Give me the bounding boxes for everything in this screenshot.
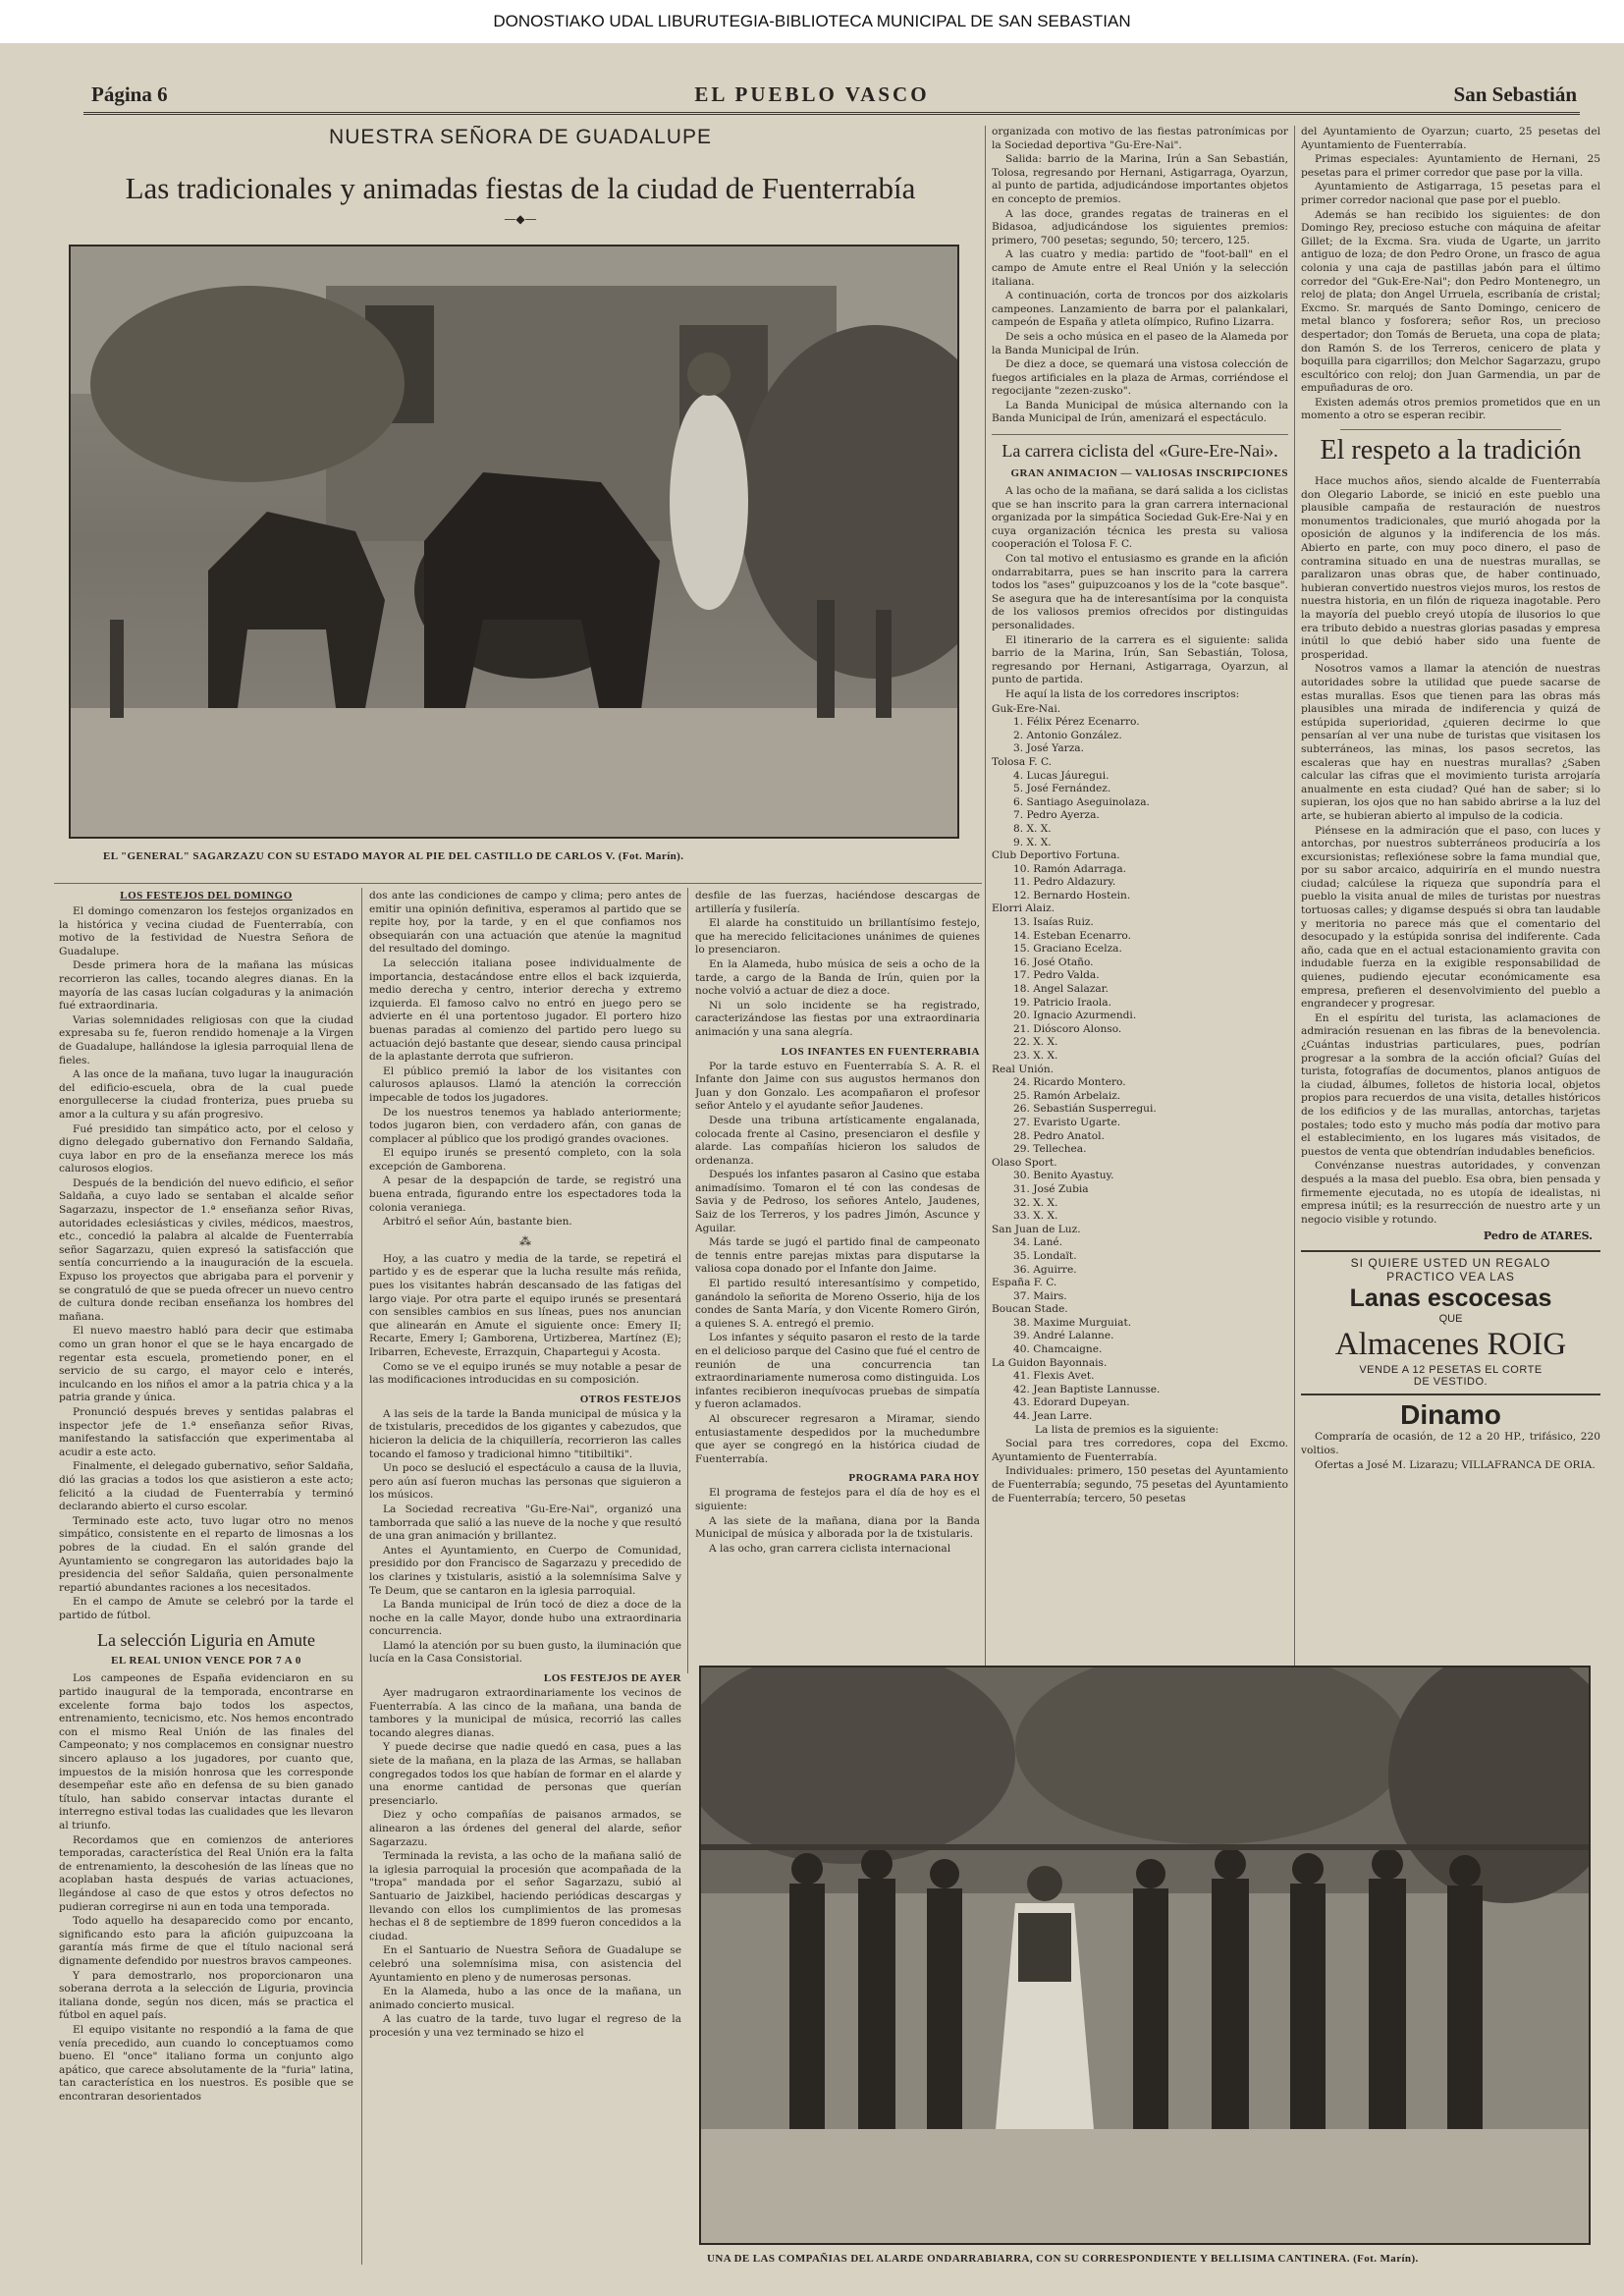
rider-entry: 8. X. X. bbox=[1013, 822, 1052, 835]
paragraph: Después los infantes pasaron al Casino que estaba animadísimo. Tomaron el té con las condesas de Savia y de Pedroso, los señores Antelo, Jaudenes, Saiz de los Terreros, y los padres Jimón, Ascunce y Aguilar. bbox=[695, 1169, 980, 1234]
rider-entry: 28. Pedro Anatol. bbox=[1013, 1129, 1105, 1142]
ad2-title: Dinamo bbox=[1400, 1399, 1501, 1431]
col5-heading-respeto: El respeto a la tradición bbox=[1320, 435, 1582, 466]
paragraph: Terminado este acto, tuvo lugar otro no menos simpático, consistente en el reparto de limosnas a los pobres de la ciudad. En el salón grande del Ayuntamiento se congregaron las autoridades bajo la presidencia del señor Saldaña, quien personalmente repartió abundantes raciones a los necesitados. bbox=[59, 1514, 353, 1594]
rider-entry: 36. Aguirre. bbox=[1013, 1263, 1077, 1276]
paragraph: Después de la bendición del nuevo edificio, el señor Saldaña, a cuyo lado se sentaban el alcalde señor Sagarzazu, inspector de 1.ª enseñanza señor Rivas, autoridades eclesiásticas y civiles, médicos, maestros, etc., concedió la palabra al alcalde de Fuenterrabía señor Sagarzazu, quien expresó la satisfacción que sentía concurriendo a la inauguración de la escuela. Expuso los proyectos que abrigaba para el porvenir y se congratuló de que se pueda ofrecer un nuevo centro de cultura donde reciban enseñanza los hombres del mañana. bbox=[59, 1176, 353, 1323]
rider-entry: 32. X. X. bbox=[1013, 1196, 1058, 1209]
column-rule bbox=[687, 888, 688, 1673]
paragraph: Y para demostrarlo, nos proporcionaron una soberana derrota a la selección de Liguria, provincia italiana donde, según nos dicen, más se practica el fútbol en aquel país. bbox=[59, 1969, 353, 2022]
paragraph: A continuación, corta de troncos por dos aizkolaris campeones. Lanzamiento de barra por el palankalari, campeón de España y atleta olímpico, Rufino Lizarra. bbox=[992, 290, 1288, 329]
rider-entry: 21. Dióscoro Alonso. bbox=[1013, 1022, 1122, 1035]
paragraph: A las doce, grandes regatas de traineras en el Bidasoa, adjudicándose los siguientes premios: primero, 700 pesetas; segundo, 50; tercero, 125. bbox=[992, 207, 1288, 246]
rider-entry: 41. Flexis Avet. bbox=[1013, 1370, 1095, 1383]
rider-entry: 15. Graciano Ecelza. bbox=[1013, 943, 1122, 956]
paragraph: Antes el Ayuntamiento, en Cuerpo de Comunidad, presidido por don Francisco de Sagarzazu y precedido de los clarines y txistularis, asistió a la solemnísima Salve y Te Deum, que se cantaron en la iglesia parroquial. bbox=[369, 1544, 681, 1597]
rider-entry: 29. Tellechea. bbox=[1013, 1143, 1087, 1156]
ad-almacenes-roig bbox=[1301, 1256, 1600, 1388]
rider-entry: 42. Jean Baptiste Lannusse. bbox=[1013, 1383, 1161, 1395]
paragraph: Los campeones de España evidenciaron en su partido inaugural de la temporada, encontrarse en excelente forma bajo todos los aspectos, entrenamiento, tecnicismo, etc. Nos hemos encontrado con el mismo Real Unión de las finales del Campeonato; y nos complacemos en consignar nuestro sincero aplauso a los jugadores, por cuanto que, impuestos de la misión honrosa que les corresponde desempeñar este año en defensa de su bien ganado título, han sabido conservar intactas durante el interregno estival todas las cualidades que les llevaron al triunfo. bbox=[59, 1672, 353, 1831]
ad1-line4: QUE bbox=[1438, 1313, 1463, 1326]
paragraph: A las ocho de la mañana, se dará salida a los ciclistas que se han inscrito para la gran carrera internacional organizada por la simpática Sociedad Guk-Ere-Nai y en cuya organización técnica les presta su valiosa cooperación el Tolosa F. C. bbox=[992, 485, 1288, 551]
rider-entry: 27. Evaristo Ugarte. bbox=[1013, 1116, 1121, 1128]
city-label: San Sebastián bbox=[1453, 82, 1577, 106]
col4-heading-carrera: La carrera ciclista del «Gure-Ere-Nai». bbox=[992, 434, 1288, 462]
rider-entry: 17. Pedro Valda. bbox=[1013, 969, 1100, 982]
photo1-caption: EL "GENERAL" SAGARZAZU CON SU ESTADO MAYOR AL PIE DEL CASTILLO DE CARLOS V. (Fot. Marín). bbox=[103, 850, 684, 862]
rider-entry: 39. André Lalanne. bbox=[1013, 1330, 1114, 1342]
paragraph: Nosotros vamos a llamar la atención de nuestras autoridades sobre la utilidad que puede sacarse de estas murallas. Esos que tienen para las obras más plausibles una mirada de indiferencia y quizá de estúpida superioridad, ¿quieren decirme lo que pensarían al ver una nube de turistas que visitasen los subterráneos, las minas, los pasos secretos, las escaleras que hay en nuestras murallas? ¿Saben calcular las cifras que el movimiento turista arrojaría anualmente en esta ciudad? Qué han de saber; si lo supieran, los ojos que no han sabido abrirse a la luz del arte, se hubieran abierto al impulso de la codicia. bbox=[1301, 663, 1600, 822]
paragraph: Terminada la revista, a las ocho de la mañana salió de la iglesia parroquial la procesión que acompañada de la "tropa" mandada por el señor Sagarzazu, subió al Santuario de Jaizkibel, haciendo periódicas descargas y llevando con ellos los cumplimientos de las promesas hechas el 8 de septiembre de 1899 fueron concedidos a la ciudad. bbox=[369, 1850, 681, 1942]
masthead: EL PUEBLO VASCO bbox=[694, 82, 930, 106]
ad-rule bbox=[1301, 1250, 1600, 1252]
paragraph: Ayuntamiento de Astigarraga, 15 pesetas para el primer corredor nacional que pase por el pueblo. bbox=[1301, 181, 1600, 206]
paragraph: Los infantes y séquito pasaron el resto de la tarde en el delicioso parque del Casino que fué el centro de reunión de una concurrencia tan extraordinariamente numerosa como distinguida. Los infantes recibieron inequívocas pruebas de simpatía y fueron aclamados. bbox=[695, 1332, 980, 1411]
paragraph: El público premió la labor de los visitantes con calurosos aplausos. Llamó la atención la corrección impecable de todos los jugadores. bbox=[369, 1065, 681, 1104]
rider-club: Guk-Ere-Nai. bbox=[992, 702, 1061, 715]
paragraph: Desde primera hora de la mañana las músicas recorrieron las calles, tocando alegres dianas. En la mayoría de las casas lucían colgaduras y la animación fué extraordinaria. bbox=[59, 959, 353, 1012]
paragraph: El nuevo maestro habló para decir que estimaba como un gran honor el que se le haya encargado de regentar esta escuela, prometiendo poner, en el servicio de su cargo, el mayor celo e interés, inculcando en los niños el amor a la patria chica y a la patria grande y única. bbox=[59, 1325, 353, 1404]
paragraph: Ofertas a José M. Lizarazu; VILLAFRANCA DE ORIA. bbox=[1315, 1458, 1596, 1471]
col1-subheading-2: EL REAL UNION VENCE POR 7 A 0 bbox=[111, 1655, 301, 1667]
photo-alarde-company-image bbox=[701, 1667, 1589, 2243]
rider-entry: 30. Benito Ayastuy. bbox=[1013, 1170, 1114, 1182]
col4-text-premios bbox=[992, 1424, 1288, 1506]
col2-heading-otros: OTROS FESTEJOS bbox=[579, 1393, 681, 1405]
paragraph: En el espíritu del turista, las aclamaciones de admiración resuenan en las fibras de la benevolencia. ¿Cuántas industrias particulares, pues, podrían progresar a la sombra de la acción oficial? Guías del turista, fotografías de documentos, planos antiguos de la ciudad, álbumes, folletos de historia local, objetos propios para recuerdos de una visita, detalles históricos de los edificios y de las murallas, antorchas, tarjetas postales; todo esto y mucho más podía dar motivo para el establecimiento, en los lugares más visitados, de puestos de venta que obtendrían indudables beneficios. bbox=[1301, 1011, 1600, 1158]
paragraph: El alarde ha constituido un brillantísimo festejo, que ha merecido felicitaciones unánimes de quienes lo presenciaron. bbox=[695, 917, 980, 957]
paragraph: Desde una tribuna artísticamente engalanada, colocada frente al Casino, presenciaron el desfile y alarde. Las compañías hicieron los saludos de ordenanza. bbox=[695, 1114, 980, 1167]
col3-text-programa bbox=[695, 1487, 980, 1556]
col1-text-2 bbox=[59, 1672, 353, 2104]
paragraph: Y puede decirse que nadie quedó en casa, pues a las siete de la mañana, en la plaza de las Armas, se hallaban congregados todos los que habían de formar en el alarde y una enorme cantidad de personas que querían presenciarlo. bbox=[369, 1741, 681, 1807]
rider-entry: 20. Ignacio Azurmendi. bbox=[1013, 1010, 1137, 1022]
rider-entry: 26. Sebastián Susperregui. bbox=[1013, 1103, 1157, 1116]
rider-club: Real Unión. bbox=[992, 1063, 1055, 1075]
paragraph: La Banda Municipal de música alternando con la Banda Municipal de Irún, amenizará el espectáculo. bbox=[992, 399, 1288, 425]
main-headline: Las tradicionales y animadas fiestas de la ciudad de Fuenterrabía bbox=[125, 171, 916, 205]
col1-heading: LOS FESTEJOS DEL DOMINGO bbox=[120, 890, 293, 902]
paragraph: De seis a ocho música en el paseo de la Alameda por la Banda Municipal de Irún. bbox=[992, 330, 1288, 356]
col5-text bbox=[1301, 126, 1600, 423]
paragraph: Ayer madrugaron extraordinariamente los vecinos de Fuenterrabía. A las cinco de la mañana, una banda de tambores y la municipal de música, recorrió las calles tocando alegres dianas. bbox=[369, 1687, 681, 1739]
rider-entry: 43. Edorard Dupeyan. bbox=[1013, 1396, 1130, 1409]
divider bbox=[1340, 429, 1561, 430]
paragraph: Un poco se deslució el espectáculo a causa de la lluvia, pero aún así fueron muchas las personas que siguieron a los músicos. bbox=[369, 1462, 681, 1502]
paragraph: A las once de la mañana, tuvo lugar la inauguración del edificio-escuela, obra de la cual puede enorgullecerse la ciudad fronteriza, pues prueba su amor a la cultura y su afán progresivo. bbox=[59, 1068, 353, 1121]
paragraph: A las siete de la mañana, diana por la Banda Municipal de música y alborada por la de txistularis. bbox=[695, 1514, 980, 1541]
paragraph: En el campo de Amute se celebró por la tarde el partido de fútbol. bbox=[59, 1596, 353, 1621]
col4-text bbox=[992, 126, 1288, 426]
paragraph: Fué presidido tan simpático acto, por el celoso y digno delegado gubernativo don Fernando Saldaña, cuya labor en pro de la enseñanza merece los más calurosos elogios. bbox=[59, 1122, 353, 1175]
rider-club: Tolosa F. C. bbox=[992, 755, 1053, 768]
paragraph: Arbitró el señor Aún, bastante bien. bbox=[383, 1216, 572, 1229]
paragraph: El equipo visitante no respondió a la fama de que venía precedido, aun cuando lo conceptuamos como bueno. El "once" italiano forma un conjunto algo apático, que carece absolutamente de la "furia" latina, tan característica en los nuestros. Es posible que se encontraran desorientados bbox=[59, 2023, 353, 2103]
paragraph: La Banda municipal de Irún tocó de diez a doce de la noche en la calle Mayor, donde hubo una extraordinaria concurrencia. bbox=[369, 1599, 681, 1638]
col2-text-otros bbox=[369, 1408, 681, 1667]
kicker: NUESTRA SEÑORA DE GUADALUPE bbox=[329, 126, 712, 148]
rider-entry: 6. Santiago Aseguinolaza. bbox=[1013, 795, 1150, 808]
paragraph: desfile de las fuerzas, haciéndose descargas de artillería y fusilería. bbox=[695, 890, 980, 915]
newspaper-page bbox=[0, 43, 1624, 2296]
col2-text-b bbox=[369, 1253, 681, 1388]
rider-entry: 31. José Zubia bbox=[1013, 1182, 1089, 1195]
rider-entry: 7. Pedro Ayerza. bbox=[1013, 809, 1100, 822]
rider-entry: 19. Patricio Iraola. bbox=[1013, 996, 1111, 1009]
paragraph: Hoy, a las cuatro y media de la tarde, se repetirá el partido y es de esperar que la lucha resulte más reñida, pues los visitantes habrán descansado de las fatigas del largo viaje. Por otra parte el equipo irunés se presentará con sensibles cambios en sus líneas, pues nos anuncian que alinearán en Amute el siguiente once: Emery II; Recarte, Emery I; Gamborena, Urtizberea, Martínez (E); Iribarren, Echeveste, Errazquin, Chapartegui y Acosta. bbox=[369, 1252, 681, 1358]
rider-club: España F. C. bbox=[992, 1277, 1057, 1289]
rider-entry: 12. Bernardo Hostein. bbox=[1013, 889, 1131, 902]
ad1-line5: Almacenes ROIG bbox=[1334, 1327, 1567, 1363]
paragraph: A las cuatro y media: partido de "foot-ball" en el campo de Amute entre el Real Unión y la selección italiana. bbox=[992, 248, 1288, 288]
paragraph: Además se han recibido los siguientes: de don Domingo Rey, precioso estuche con máquina de afeitar Gillet; de la Excma. Sra. viuda de Ugarte, un jarrito antiguo de loza; de don Pedro Orone, un frasco de agua colonia y una caja de pastillas jabón para el último corredor del "Guk-Ere-Nai"; don Pedro Montenegro, un reloj de plata; don Angel Urruela, escribanía de cristal; Excmo. Sr. marqués de Santo Domingo, cenicero de metal blanco y fosforera; señor Ros, un precioso despertador; don Tomás de Berueta, una copa de plata; don Ramón S. de los Terreros, cenicero de plata y boquilla para cigarrillos; don Melchor Sagarzazu, grupo escultórico con reloj; don Juan Garmendia, un par de empuñaduras de oro. bbox=[1301, 208, 1600, 395]
rider-entry: 38. Maxime Murguiat. bbox=[1013, 1316, 1132, 1329]
page-number: Página 6 bbox=[91, 82, 168, 106]
paragraph: El partido resultó interesantísimo y competido, ganándolo la señorita de Moreno Osserio, hija de los condes de Santa María, y don Vicente Romero Girón, a quienes S. A. entregó el premio. bbox=[695, 1278, 980, 1330]
archive-banner-text: DONOSTIAKO UDAL LIBURUTEGIA-BIBLIOTECA MUNICIPAL DE SAN SEBASTIAN bbox=[493, 12, 1131, 30]
photo-alarde-company bbox=[699, 1666, 1591, 2245]
paragraph: El itinerario de la carrera es el siguiente: salida barrio de la Marina, Irún, San Sebastián, Tolosa, regresando por Hernani, Astigarraga, Oyarzun, al punto de partida. bbox=[992, 633, 1288, 686]
paragraph: Existen además otros premios prometidos que en un momento a otro se esperan recibir. bbox=[1301, 396, 1600, 422]
column-1 bbox=[59, 890, 353, 2274]
headline-ornament: —◆— bbox=[504, 212, 537, 226]
rider-club: San Juan de Luz. bbox=[992, 1223, 1081, 1235]
rider-entry: 13. Isaías Ruiz. bbox=[1013, 916, 1094, 929]
rider-club: Boucan Stade. bbox=[992, 1303, 1068, 1316]
rider-club: Elorri Alaiz. bbox=[992, 902, 1056, 915]
paragraph: De diez a doce, se quemará una vistosa colección de fuegos artificiales en la plaza de Armas, corriéndose el regocijante "zezen-zusko". bbox=[992, 358, 1288, 398]
col3-text-infantes bbox=[695, 1061, 980, 1467]
rider-entry: 11. Pedro Aldazury. bbox=[1013, 876, 1116, 889]
riders-list bbox=[992, 703, 1288, 1424]
paragraph: El equipo irunés se presentó completo, con la sola excepción de Gamborena. bbox=[369, 1147, 681, 1173]
section-rule bbox=[54, 883, 982, 884]
paragraph: Piénsese en la admiración que el paso, con luces y antorchas, por nuestros subterráneos produciría a los excursionistas; reflexiónese sobre la fama mundial que, por su sabor arcaico, adquiriría en el mundo nuestra ciudad; calcúlese la riqueza que supondría para el pueblo la visita anual de miles de turistas por nuestras tortuosas calles; y digamse después si obra tan laudable y meritoria no parece más que el comentario del desocupado y la estúpida sonrisa del indiferente. Cada año, cada que en el actual estacionamiento gravita con indudable fuerza en la exigible responsabilidad de quienes, pudiendo ejecutar económicamente esa empresa, prefieren el desenvolvimiento del pueblo a engrandecer y progresar. bbox=[1301, 824, 1600, 1011]
paragraph: En la Alameda, hubo música de seis a ocho de la tarde, a cargo de la Banda de Irún, quien por la noche volvió a actuar de diez a doce. bbox=[695, 957, 980, 998]
column-rule bbox=[1294, 126, 1295, 1673]
rider-club: Club Deportivo Fortuna. bbox=[992, 849, 1120, 862]
col3-heading-programa: PROGRAMA PARA HOY bbox=[848, 1472, 980, 1485]
paragraph: del Ayuntamiento de Oyarzun; cuarto, 25 pesetas del Ayuntamiento de Fuenterrabía. bbox=[1301, 126, 1600, 151]
rider-entry: 33. X. X. bbox=[1013, 1210, 1058, 1223]
paragraph: El programa de festejos para el día de hoy es el siguiente: bbox=[695, 1487, 980, 1512]
paragraph: Finalmente, el delegado gubernativo, señor Saldaña, dió las gracias a todos los que asistieron a este acto; felicitó a la ciudad de Fuenterrabía y terminó declarando abierto el curso escolar. bbox=[59, 1460, 353, 1513]
photo2-caption: UNA DE LAS COMPAÑIAS DEL ALARDE ONDARRABIARRA, CON SU CORRESPONDIENTE Y BELLISIMA CANTINERA. (Fot. Marín). bbox=[707, 2253, 1419, 2265]
ad-rule bbox=[1301, 1394, 1600, 1395]
column-2 bbox=[369, 890, 681, 2274]
rider-club: Olaso Sport. bbox=[992, 1156, 1057, 1169]
ad1-line1: SI QUIERE USTED UN REGALO bbox=[1350, 1256, 1551, 1271]
column-5 bbox=[1301, 126, 1600, 1672]
paragraph: Como se ve el equipo irunés se muy notable a pesar de las modificaciones introducidas en su composición. bbox=[369, 1360, 681, 1387]
paragraph: Al obscurecer regresaron a Miramar, siendo entusiastamente despedidos por la muchedumbre que ayer se congregó en la histórica ciudad de Fuenterrabía. bbox=[695, 1412, 980, 1465]
col3-text bbox=[695, 890, 980, 1040]
paragraph: Varias solemnidades religiosas con que la ciudad expresaba su fe, fueron rendido homenaje a la Virgen de Guadalupe, hallándose la iglesia parroquial llena de fieles. bbox=[59, 1013, 353, 1066]
rider-entry: 18. Angel Salazar. bbox=[1013, 983, 1109, 996]
col2-text bbox=[369, 890, 681, 1230]
paragraph: Social para tres corredores, copa del Excmo. Ayuntamiento de Fuenterrabía. bbox=[992, 1438, 1288, 1463]
col4-text-carrera bbox=[992, 485, 1288, 702]
ad1-line6: VENDE A 12 PESETAS EL CORTE bbox=[1359, 1364, 1543, 1377]
rider-entry: 22. X. X. bbox=[1013, 1036, 1058, 1049]
signature: Pedro de ATARES. bbox=[1483, 1230, 1593, 1243]
paragraph: dos ante las condiciones de campo y clima; pero antes de emitir una opinión definitiva, esperamos al partido que se repite hoy, por la tarde, y en el que confiamos nos obsequiarán con una actuación que atenúe la magnitud del resultado del domingo. bbox=[369, 890, 681, 956]
rider-entry: 4. Lucas Jáuregui. bbox=[1013, 769, 1110, 782]
rider-entry: 1. Félix Pérez Ecenarro. bbox=[1013, 716, 1140, 729]
paragraph: Salida: barrio de la Marina, Irún a San Sebastián, Tolosa, regresando por Hernani, Astigarraga, Oyarzun, al punto de partida, adjudicándose importantes objetos en concepto de premios. bbox=[992, 153, 1288, 205]
col2-text-ayer bbox=[369, 1687, 681, 2040]
ad2-text bbox=[1301, 1431, 1600, 1472]
paragraph: La lista de premios es la siguiente: bbox=[1035, 1423, 1219, 1436]
paragraph: En la Alameda, hubo a las once de la mañana, un animado concierto musical. bbox=[369, 1986, 681, 2011]
col2-heading-ayer: LOS FESTEJOS DE AYER bbox=[543, 1672, 681, 1685]
rider-entry: 23. X. X. bbox=[1013, 1050, 1058, 1062]
paragraph: Primas especiales: Ayuntamiento de Hernani, 25 pesetas para el primer corredor que pase por la villa. bbox=[1301, 153, 1600, 179]
paragraph: En el Santuario de Nuestra Señora de Guadalupe se celebró una solemnísima misa, con asistencia del Ayuntamiento en pleno y de numerosas personas. bbox=[369, 1944, 681, 1984]
rider-entry: 16. José Otaño. bbox=[1013, 956, 1094, 968]
rider-entry: 9. X. X. bbox=[1013, 836, 1052, 848]
column-3 bbox=[695, 890, 980, 1670]
paragraph: Por la tarde estuvo en Fuenterrabía S. A. R. el Infante don Jaime con sus augustos hermanos don Juan y don Gonzalo. Les acompañaron el profesor señor Antelo y el ayudante señor Jaudenes. bbox=[695, 1060, 980, 1113]
section-ornament: ⁂ bbox=[519, 1233, 531, 1248]
ad1-line3: Lanas escocesas bbox=[1349, 1285, 1552, 1313]
archive-banner bbox=[0, 0, 1624, 43]
rider-entry: 14. Esteban Ecenarro. bbox=[1013, 929, 1131, 942]
paragraph: Más tarde se jugó el partido final de campeonato de tennis entre parejas mixtas para disputarse la valiosa copa donado por el Infante don Jaime. bbox=[695, 1236, 980, 1276]
paragraph: La selección italiana posee individualmente de importancia, destacándose entre ellos el back izquierda, medio derecha y centro, interior derecha y extremo izquierda. El famoso calvo no entró en juego pero se advierte en él una portentoso jugador. El portero hizo buenas paradas al comienzo del partido pero luego su actuación dejó bastante que desear, siendo causa principal de la aplastante derrota que sufrieron. bbox=[369, 957, 681, 1064]
paragraph: Compraría de ocasión, de 12 a 20 HP., trifásico, 220 voltios. bbox=[1301, 1431, 1600, 1456]
paragraph: A las seis de la tarde la Banda municipal de música y la de txistularis, precedidos de los gigantes y cabezudos, que hicieron la delicia de la chiquillería, recorrieron las calles tocando el famoso y tradicional himno "titibiltiki". bbox=[369, 1407, 681, 1460]
paragraph: Convénzanse nuestras autoridades, y convenzan después a la masa del pueblo. Esa obra, bien pensada y firmemente ejecutada, no es utopía de idealistas, ni empresa inútil; es la resurrección de nuestro arte y un negocio visible y rotundo. bbox=[1301, 1160, 1600, 1226]
paragraph: A las ocho, gran carrera ciclista internacional bbox=[709, 1542, 951, 1555]
paragraph: De los nuestros tenemos ya hablado anteriormente; todos jugaron bien, con verdadero afán, con ganas de complacer al público que los prodigó grandes ovaciones. bbox=[369, 1106, 681, 1145]
photo-general-sagarzazu-image bbox=[71, 246, 957, 837]
paragraph: La Sociedad recreativa "Gu-Ere-Nai", organizó una tamborrada que salió a las nueve de la noche y que resultó de una gran animación y brillantez. bbox=[369, 1503, 681, 1543]
rider-club: La Guidon Bayonnais. bbox=[992, 1356, 1108, 1369]
rider-entry: 34. Lané. bbox=[1013, 1236, 1063, 1249]
rider-entry: 2. Antonio González. bbox=[1013, 729, 1122, 741]
col1-text bbox=[59, 905, 353, 1622]
ad1-line7: DE VESTIDO. bbox=[1413, 1376, 1489, 1389]
rider-entry: 3. José Yarza. bbox=[1013, 742, 1084, 755]
paragraph: A pesar de la despapción de tarde, se registró una buena entrada, figurando entre los espectadores toda la colonia veraniega. bbox=[369, 1175, 681, 1214]
paragraph: Con tal motivo el entusiasmo es grande en la afición ondarrabitarra, pues se han inscrito para la carrera todos los "ases" guipuzcoanos y los de la "cote basque". Se asegura que ha de interesantísima por la conquista de los valiosos premios ofrecidos por distinguidas personalidades. bbox=[992, 553, 1288, 631]
col1-heading-2: La selección Liguria en Amute bbox=[97, 1630, 315, 1651]
rider-entry: 10. Ramón Adarraga. bbox=[1013, 862, 1127, 875]
rider-entry: 25. Ramón Arbelaiz. bbox=[1013, 1089, 1121, 1102]
paragraph: He aquí la lista de los corredores inscriptos: bbox=[1005, 687, 1240, 700]
col3-heading-infantes: LOS INFANTES EN FUENTERRABIA bbox=[781, 1045, 980, 1058]
paragraph: El domingo comenzaron los festejos organizados en la histórica y vecina ciudad de Fuenterrabía, con motivo de la festividad de Nuestra Señora de Guadalupe. bbox=[59, 905, 353, 957]
masthead-rule bbox=[83, 112, 1580, 115]
paragraph: Ni un solo incidente se ha registrado, caracterizándose las fiestas por una extraordinaria animación y una sana alegría. bbox=[695, 999, 980, 1038]
rider-entry: 40. Chamcaigne. bbox=[1013, 1343, 1103, 1356]
paragraph: Todo aquello ha desaparecido como por encanto, significando esto para la afición guipuzcoana la garantía más firme de que el título nacional será dignamente defendido por nuestros bravos campeones. bbox=[59, 1915, 353, 1967]
paragraph: A las cuatro de la tarde, tuvo lugar el regreso de la procesión y una vez terminado se hizo el bbox=[369, 2013, 681, 2039]
rider-entry: 44. Jean Larre. bbox=[1013, 1410, 1093, 1423]
rider-entry: 5. José Fernández. bbox=[1013, 783, 1111, 795]
paragraph: organizada con motivo de las fiestas patronímicas por la Sociedad deportiva "Gu-Ere-Nai". bbox=[992, 126, 1288, 151]
column-4 bbox=[992, 126, 1288, 1672]
col4-subheading-carrera: GRAN ANIMACION — VALIOSAS INSCRIPCIONES bbox=[1010, 467, 1288, 480]
col5-text-respeto bbox=[1301, 475, 1600, 1227]
paragraph: Diez y ocho compañías de paisanos armados, se alinearon a las órdenes del general del alarde, señor Sagarzazu. bbox=[369, 1809, 681, 1848]
rider-entry: 37. Mairs. bbox=[1013, 1289, 1067, 1302]
paragraph: Pronunció después breves y sentidas palabras el inspector jefe de 1.ª enseñanza señor Rivas, manifestando la satisfacción que experimentaba al acudir a este acto. bbox=[59, 1405, 353, 1458]
photo-general-sagarzazu bbox=[69, 245, 959, 839]
rider-entry: 24. Ricardo Montero. bbox=[1013, 1076, 1126, 1089]
paragraph: Individuales: primero, 150 pesetas del Ayuntamiento de Fuenterrabía; segundo, 75 pesetas del Ayuntamiento de Fuenterrabía; tercero, 50 pesetas bbox=[992, 1465, 1288, 1504]
paragraph: Recordamos que en comienzos de anteriores temporadas, característica del Real Unión era la falta de entrenamiento, la descohesión de las líneas que no acoplaban hasta después de varias actuaciones, llegándose al caso de que estos y otros defectos no pudieran corregirse ni aun en toda una temporada. bbox=[59, 1833, 353, 1913]
paragraph: Hace muchos años, siendo alcalde de Fuenterrabía don Olegario Laborde, se inició en este pueblo una plausible campaña de restauración de nuestros monumentos tradicionales, que murió ahogada por la oposición de algunos y la indiferencia de los más. Abierto en parte, con muy poco dinero, el paso de contramina situado en una de nuestras murallas, se paralizaron unas obras que, de haber continuado, hubieran convertido nuestros viejos muros, los restos de nuestra historia, en un filón de riqueza inagotable. Pero la mayoría del pueblo creyó utopía de ilusorios lo que era tributo debido a nuestras glorias pasadas y empresa inútil lo que debió haber sido una fuente de prosperidad. bbox=[1301, 475, 1600, 661]
paragraph: Llamó la atención por su buen gusto, la iluminación que lucía en la Casa Consistorial. bbox=[369, 1639, 681, 1666]
rider-entry: 35. Londaït. bbox=[1013, 1249, 1077, 1262]
ad1-line2: PRACTICO VEA LAS bbox=[1386, 1270, 1515, 1285]
column-rule bbox=[361, 888, 362, 2265]
column-rule bbox=[985, 126, 986, 1673]
